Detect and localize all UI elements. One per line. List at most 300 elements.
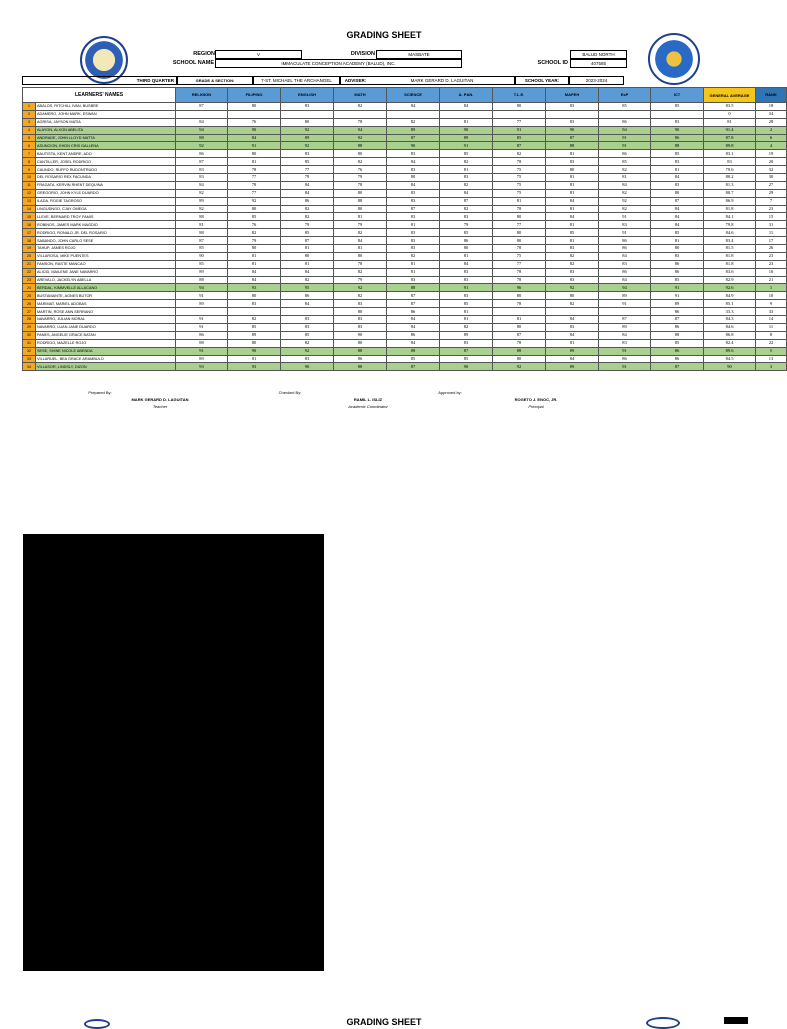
- learner-name: VILLASOR, LINDSLY, DIZON: [36, 363, 176, 371]
- row-number: 24: [23, 284, 36, 292]
- table-row: [23, 292, 787, 300]
- grade-cell: 76: [228, 118, 281, 126]
- rank-cell: 17: [756, 237, 787, 245]
- grade-cell: 88: [176, 276, 228, 284]
- grade-cell: 91: [599, 213, 651, 221]
- grade-cell: 83: [599, 339, 651, 347]
- grade-cell: 79: [440, 221, 493, 229]
- redacted-corner: [724, 1017, 748, 1024]
- rank-cell: 8: [756, 331, 787, 339]
- grade-cell: 80: [546, 292, 599, 300]
- grade-cell: 83: [440, 268, 493, 276]
- grade-cell: 82: [228, 229, 281, 237]
- row-number: 18: [23, 237, 36, 245]
- general-average-cell: 82.4: [704, 339, 756, 347]
- learner-name: VILLAROSA, MIKE PUENTES: [36, 252, 176, 260]
- general-average-cell: 81.3: [704, 181, 756, 189]
- grade-cell: 79: [228, 237, 281, 245]
- learner-name: NAVARRO, JULIAN MORAL: [36, 316, 176, 324]
- grade-cell: 76: [334, 166, 387, 174]
- grade-cell: 90: [228, 347, 281, 355]
- grade-cell: 84: [651, 213, 704, 221]
- general-average-cell: 81: [704, 118, 756, 126]
- learner-name: MARTIN, ROSE ANN SERRANO: [36, 308, 176, 316]
- learner-name: PANES, ANGELIE GRACE BATAN: [36, 331, 176, 339]
- row-number: 30: [23, 331, 36, 339]
- grade-cell: 85: [176, 260, 228, 268]
- rank-cell: 23: [756, 252, 787, 260]
- school-id-label: SCHOOL ID: [537, 60, 568, 66]
- grade-cell: 80: [228, 205, 281, 213]
- grade-cell: 83: [387, 245, 440, 253]
- general-average-cell: 86.8: [704, 331, 756, 339]
- grade-cell: 77: [493, 221, 546, 229]
- grade-cell: 87: [651, 197, 704, 205]
- grade-cell: 86: [281, 292, 334, 300]
- grade-cell: 94: [176, 126, 228, 134]
- general-average-cell: 89.8: [704, 142, 756, 150]
- grade-cell: 84: [228, 276, 281, 284]
- row-number: 10: [23, 174, 36, 182]
- general-average-cell: 84.9: [704, 292, 756, 300]
- grade-cell: 88: [651, 142, 704, 150]
- row-number: 2: [23, 110, 36, 118]
- grade-cell: 91: [599, 300, 651, 308]
- rank-cell: 23: [756, 205, 787, 213]
- column-header-mapeh: MAPEH: [546, 88, 599, 103]
- grade-section-label: GRADE & SECTION:: [177, 76, 253, 85]
- general-average-cell: 80.2: [704, 174, 756, 182]
- grade-cell: 91: [599, 229, 651, 237]
- grade-cell: 84: [281, 268, 334, 276]
- grade-cell: 81: [493, 316, 546, 324]
- grade-cell: 91: [176, 347, 228, 355]
- general-average-cell: 84.1: [704, 213, 756, 221]
- grade-cell: 83: [176, 166, 228, 174]
- grade-cell: 83: [387, 197, 440, 205]
- grade-cell: 86: [599, 245, 651, 253]
- grade-cell: [493, 308, 546, 316]
- grade-cell: 92: [281, 347, 334, 355]
- column-header-science: SCIENCE: [387, 88, 440, 103]
- table-row: [23, 126, 787, 134]
- row-number: 15: [23, 213, 36, 221]
- grade-cell: 85: [228, 323, 281, 331]
- table-row: [23, 150, 787, 158]
- grade-cell: 78: [228, 181, 281, 189]
- row-number: 34: [23, 363, 36, 371]
- grade-cell: 87: [599, 316, 651, 324]
- general-average-cell: 79.6: [704, 166, 756, 174]
- grade-cell: 82: [281, 339, 334, 347]
- rank-cell: 7: [756, 197, 787, 205]
- grade-cell: 84: [546, 197, 599, 205]
- general-average-cell: 81.8: [704, 260, 756, 268]
- grade-cell: 82: [546, 260, 599, 268]
- grade-cell: 83: [440, 292, 493, 300]
- general-average-cell: 81.5: [704, 245, 756, 253]
- approved-by-role: Principal: [528, 404, 544, 409]
- grades-body: [23, 103, 787, 371]
- grade-cell: [176, 110, 228, 118]
- grade-cell: 91: [176, 323, 228, 331]
- learner-name: SESE, SHINE NICOLE ABENDA: [36, 347, 176, 355]
- checked-by-role: Academic Coordinator: [348, 404, 388, 409]
- grading-table: [22, 87, 787, 371]
- column-header-religion: RELIGION: [176, 88, 228, 103]
- grade-cell: 86: [599, 150, 651, 158]
- grade-cell: 83: [546, 118, 599, 126]
- grade-cell: 83: [546, 323, 599, 331]
- school-year-label: SCHOOL YEAR:: [515, 76, 569, 85]
- grade-cell: 83: [546, 276, 599, 284]
- grade-cell: 81: [546, 205, 599, 213]
- grade-cell: 78: [493, 205, 546, 213]
- table-row: [23, 158, 787, 166]
- grade-cell: 90: [281, 363, 334, 371]
- grade-cell: 82: [334, 158, 387, 166]
- row-number: 7: [23, 150, 36, 158]
- grade-cell: 80: [387, 174, 440, 182]
- grade-cell: [228, 308, 281, 316]
- table-row: [23, 245, 787, 253]
- approved-by-label: Approved by:: [438, 390, 462, 395]
- grade-cell: 81: [334, 245, 387, 253]
- table-row: [23, 205, 787, 213]
- grade-cell: 81: [493, 197, 546, 205]
- grade-cell: 81: [440, 166, 493, 174]
- rank-cell: 3: [756, 363, 787, 371]
- grade-cell: 81: [546, 189, 599, 197]
- grade-cell: 86: [599, 268, 651, 276]
- table-row: [23, 363, 787, 371]
- table-row: [23, 118, 787, 126]
- grade-cell: 82: [334, 292, 387, 300]
- row-number: 11: [23, 181, 36, 189]
- grade-cell: 83: [546, 103, 599, 111]
- grade-cell: 81: [228, 355, 281, 363]
- rank-cell: 4: [756, 142, 787, 150]
- row-number: 14: [23, 205, 36, 213]
- grade-cell: 84: [440, 189, 493, 197]
- grade-cell: 83: [440, 276, 493, 284]
- grade-cell: 92: [493, 363, 546, 371]
- column-header-general-average: GENERAL AVERAGE: [704, 88, 756, 103]
- grade-cell: 83: [176, 174, 228, 182]
- adviser-label: ADVISER:: [340, 76, 370, 85]
- row-number: 22: [23, 268, 36, 276]
- grade-cell: [546, 308, 599, 316]
- grade-cell: 78: [334, 118, 387, 126]
- grade-cell: 78: [493, 245, 546, 253]
- general-average-cell: 83: [704, 158, 756, 166]
- grade-cell: 86: [176, 150, 228, 158]
- grade-cell: 76: [228, 221, 281, 229]
- row-number: 33: [23, 355, 36, 363]
- grade-cell: 89: [599, 323, 651, 331]
- quarter-label: THIRD QUARTER: [22, 76, 177, 85]
- grade-cell: 83: [440, 213, 493, 221]
- grade-cell: 82: [334, 103, 387, 111]
- table-row: [23, 331, 787, 339]
- rank-cell: 34: [756, 110, 787, 118]
- grade-cell: 91: [599, 347, 651, 355]
- grade-cell: 85: [281, 331, 334, 339]
- grade-cell: 83: [440, 174, 493, 182]
- grade-cell: 82: [440, 205, 493, 213]
- grade-cell: 77: [228, 174, 281, 182]
- grade-cell: [651, 110, 704, 118]
- grade-cell: 89: [387, 126, 440, 134]
- rank-cell: 15: [756, 213, 787, 221]
- table-row: [23, 339, 787, 347]
- grade-cell: 89: [546, 347, 599, 355]
- grade-cell: 83: [387, 276, 440, 284]
- row-number: 31: [23, 339, 36, 347]
- grade-cell: [546, 110, 599, 118]
- grade-cell: 77: [228, 189, 281, 197]
- grade-cell: 84: [651, 205, 704, 213]
- rank-cell: 28: [756, 118, 787, 126]
- table-row: [23, 347, 787, 355]
- grade-cell: 83: [281, 316, 334, 324]
- row-number: 3: [23, 118, 36, 126]
- grade-cell: 79: [334, 174, 387, 182]
- rank-cell: 30: [756, 174, 787, 182]
- grade-cell: 81: [651, 166, 704, 174]
- grade-cell: 88: [387, 284, 440, 292]
- grade-cell: 86: [651, 355, 704, 363]
- grade-cell: 87: [493, 331, 546, 339]
- grade-cell: 81: [334, 213, 387, 221]
- grade-cell: 81: [546, 339, 599, 347]
- grade-cell: 81: [440, 316, 493, 324]
- grade-cell: 87: [546, 134, 599, 142]
- learner-name: AREVALO, JACKELYN ABELLA: [36, 276, 176, 284]
- grade-cell: 89: [176, 268, 228, 276]
- table-row: [23, 237, 787, 245]
- general-average-cell: 89.6: [704, 347, 756, 355]
- grade-cell: 83: [281, 355, 334, 363]
- grade-cell: 80: [493, 355, 546, 363]
- grade-cell: 80: [493, 323, 546, 331]
- learner-name: RODRIGO, MAZELLE ROJO: [36, 339, 176, 347]
- grade-cell: 83: [334, 300, 387, 308]
- grade-cell: 87: [387, 363, 440, 371]
- learner-name: MARIMAT, MARIEL ADOBAS: [36, 300, 176, 308]
- grade-cell: 85: [599, 103, 651, 111]
- learner-name: AGRISA, JAYSON MATIA: [36, 118, 176, 126]
- grade-cell: 88: [176, 213, 228, 221]
- general-average-cell: 84.6: [704, 229, 756, 237]
- grade-cell: 81: [599, 174, 651, 182]
- learner-name: ASUNCION, EHDN CRIS GALLENA: [36, 142, 176, 150]
- grade-cell: 83: [334, 316, 387, 324]
- general-average-cell: 81.8: [704, 252, 756, 260]
- grade-cell: 81: [387, 221, 440, 229]
- learner-name: ALAYON, ALXON ABELITA: [36, 126, 176, 134]
- grade-cell: 87: [176, 158, 228, 166]
- rank-cell: 16: [756, 268, 787, 276]
- table-row: [23, 221, 787, 229]
- grade-cell: 84: [440, 103, 493, 111]
- column-header-math: MATH: [334, 88, 387, 103]
- grade-cell: 93: [228, 284, 281, 292]
- grade-cell: [281, 110, 334, 118]
- general-average-cell: 83.4: [704, 237, 756, 245]
- grade-cell: 78: [493, 300, 546, 308]
- grade-cell: 90: [334, 331, 387, 339]
- grade-cell: 89: [546, 363, 599, 371]
- table-row: [23, 308, 787, 316]
- grade-cell: 81: [440, 308, 493, 316]
- grade-cell: 80: [281, 118, 334, 126]
- grade-cell: 91: [176, 292, 228, 300]
- grade-cell: 82: [440, 181, 493, 189]
- row-number: 13: [23, 197, 36, 205]
- column-header-esp: EsP: [599, 88, 651, 103]
- grade-cell: 87: [387, 292, 440, 300]
- rank-cell: 1: [756, 284, 787, 292]
- grade-cell: 88: [546, 142, 599, 150]
- grade-cell: 84: [599, 331, 651, 339]
- grade-cell: 86: [651, 134, 704, 142]
- grade-cell: 88: [176, 134, 228, 142]
- grade-cell: 92: [334, 284, 387, 292]
- grade-cell: 79: [334, 276, 387, 284]
- general-average-cell: 84.3: [704, 316, 756, 324]
- grade-cell: 83: [281, 103, 334, 111]
- grade-cell: 84: [281, 300, 334, 308]
- rank-cell: 2: [756, 126, 787, 134]
- grade-cell: 88: [334, 142, 387, 150]
- grade-cell: 88: [334, 347, 387, 355]
- table-row: [23, 260, 787, 268]
- grade-cell: 91: [599, 363, 651, 371]
- approved-by-name: ROGETO J. ENOC, JR.: [514, 397, 558, 402]
- column-header-rank: RANK: [756, 88, 787, 103]
- rank-cell: 27: [756, 181, 787, 189]
- table-row: [23, 189, 787, 197]
- rank-cell: 11: [756, 323, 787, 331]
- grade-cell: 84: [387, 181, 440, 189]
- school-year-value: 2023-2024: [569, 76, 624, 85]
- grade-cell: 91: [228, 142, 281, 150]
- grade-cell: 87: [281, 237, 334, 245]
- grade-cell: 81: [651, 237, 704, 245]
- grade-cell: 80: [493, 213, 546, 221]
- row-number: 1: [23, 103, 36, 111]
- grade-cell: 80: [228, 103, 281, 111]
- school-id-value: 407585: [570, 59, 627, 68]
- learner-name: CANTILLER, JOSEL RODRIGO: [36, 158, 176, 166]
- grade-cell: 78: [493, 339, 546, 347]
- grade-cell: 91: [440, 284, 493, 292]
- grade-cell: 88: [334, 363, 387, 371]
- learner-name: BERDAL, KIMMVELLE ALLACANO: [36, 284, 176, 292]
- grade-cell: 91: [440, 142, 493, 150]
- grade-cell: 83: [599, 260, 651, 268]
- grade-cell: 89: [281, 134, 334, 142]
- grade-cell: 86: [281, 197, 334, 205]
- grade-cell: 87: [176, 103, 228, 111]
- grade-cell: 84: [546, 355, 599, 363]
- learner-name: NAVARRO, LUAN JANE DUARDO: [36, 323, 176, 331]
- grade-cell: 83: [281, 150, 334, 158]
- column-header-names: LEARNERS' NAMES: [23, 88, 176, 103]
- rank-cell: 9: [756, 300, 787, 308]
- grade-cell: 83: [387, 237, 440, 245]
- grade-cell: 90: [176, 252, 228, 260]
- grade-cell: 90: [440, 126, 493, 134]
- grade-cell: 84: [440, 260, 493, 268]
- table-row: [23, 197, 787, 205]
- region-label: REGION: [193, 51, 215, 57]
- grade-cell: 84: [546, 213, 599, 221]
- grade-cell: 92: [546, 284, 599, 292]
- grade-cell: 87: [387, 134, 440, 142]
- general-average-cell: 84.5: [704, 355, 756, 363]
- grade-cell: 86: [651, 260, 704, 268]
- row-number: 20: [23, 252, 36, 260]
- general-average-cell: 86.9: [704, 197, 756, 205]
- school-name-value: IMMACULATE CONCEPTION ACADEMY (BALUD), INC.: [215, 59, 462, 68]
- grade-cell: 90: [387, 142, 440, 150]
- learner-name: ALICID, MAILENE JANE NAVARRO: [36, 268, 176, 276]
- grade-cell: 84: [387, 323, 440, 331]
- row-number: 19: [23, 245, 36, 253]
- learner-name: SABANDO, JOHN CARLO SESE: [36, 237, 176, 245]
- general-average-cell: 81.8: [704, 205, 756, 213]
- grade-cell: 85: [440, 150, 493, 158]
- grade-cell: 92: [599, 197, 651, 205]
- table-row: [23, 316, 787, 324]
- grade-cell: 88: [334, 197, 387, 205]
- learner-name: DEL ROSARIO REX FACUNDA: [36, 174, 176, 182]
- grade-cell: 91: [599, 142, 651, 150]
- table-row: [23, 284, 787, 292]
- table-row: [23, 142, 787, 150]
- table-row: [23, 134, 787, 142]
- grade-cell: 80: [546, 166, 599, 174]
- grade-cell: 81: [546, 181, 599, 189]
- grade-cell: 81: [281, 260, 334, 268]
- grade-cell: 94: [599, 126, 651, 134]
- grade-cell: 90: [546, 126, 599, 134]
- division-value: MASBATE: [376, 50, 462, 59]
- grade-cell: 80: [228, 292, 281, 300]
- grade-cell: 82: [387, 252, 440, 260]
- grade-cell: 85: [493, 134, 546, 142]
- grade-cell: 90: [651, 126, 704, 134]
- grade-cell: 81: [387, 268, 440, 276]
- row-number: 9: [23, 166, 36, 174]
- grade-cell: 88: [493, 347, 546, 355]
- grade-cell: 78: [334, 260, 387, 268]
- general-average-cell: 85.1: [704, 300, 756, 308]
- grade-cell: [281, 308, 334, 316]
- grade-cell: 75: [493, 166, 546, 174]
- rank-cell: 14: [756, 316, 787, 324]
- table-row: [23, 276, 787, 284]
- rank-cell: 5: [756, 347, 787, 355]
- grade-cell: [599, 308, 651, 316]
- grade-cell: 92: [281, 126, 334, 134]
- grade-cell: 82: [281, 213, 334, 221]
- next-page-deped-seal-logo: [84, 1019, 110, 1029]
- grade-cell: 94: [334, 126, 387, 134]
- grade-cell: 89: [651, 300, 704, 308]
